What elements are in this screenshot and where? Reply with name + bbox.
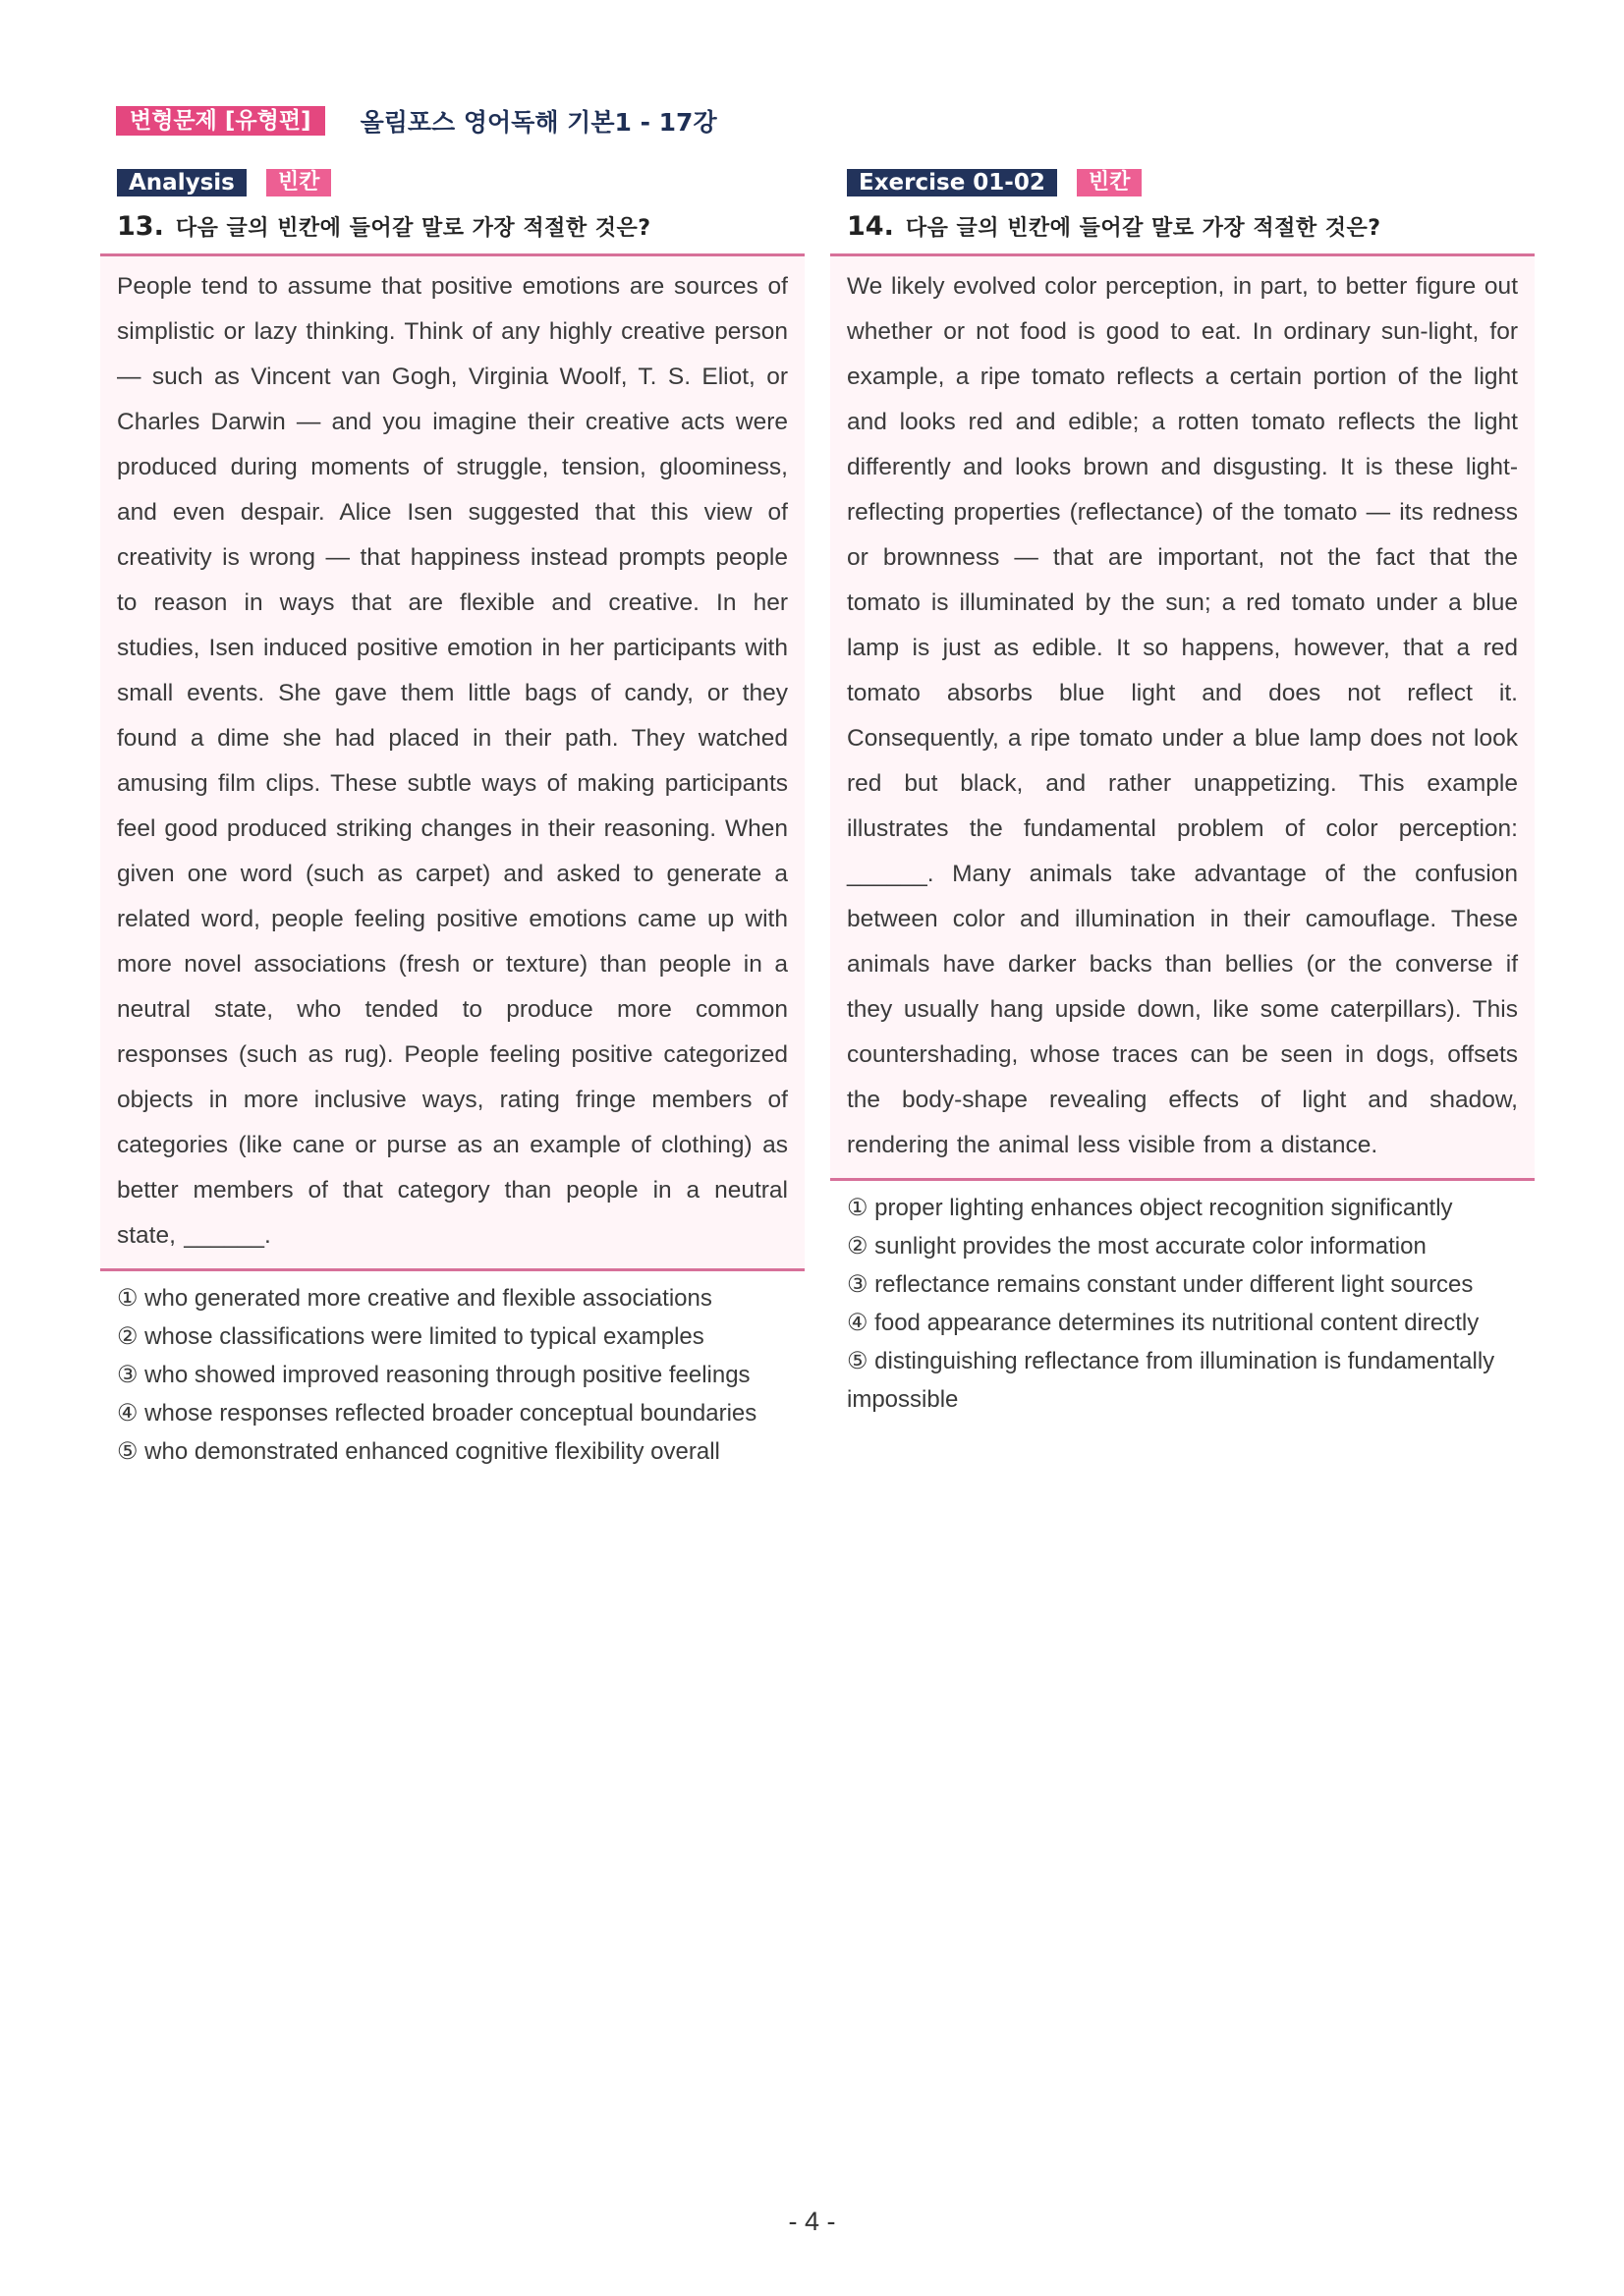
- series-tag: 변형문제 [유형편]: [116, 106, 325, 136]
- question-number: 14.: [847, 210, 894, 242]
- question-text: 다음 글의 빈칸에 들어갈 말로 가장 적절한 것은?: [905, 215, 1381, 241]
- question-14-prompt: [847, 206, 1535, 246]
- question-type-badge: 빈칸: [266, 169, 332, 196]
- choice-3[interactable]: ③ reflectance remains constant under different light sources: [847, 1271, 1474, 1298]
- page-number: - 4 -: [788, 2207, 836, 2236]
- question-13-choices: [100, 1271, 805, 1471]
- question-14-passage: We likely evolved color perception, in part, to better figure out whether or not food is good to eat. In ordinary sun-light, for example, a ripe tomato reflects a certain portion of the light and looks red and edible; a rotten tomato reflects the light differently and looks brown and disgusting. It is these light-reflecting properties (reflectance) of the tomato — its redness or brownness — that are important, not the fact that the tomato is illuminated by the sun; a red tomato under a blue lamp is just as edible. It so happens, however, that a red tomato absorbs blue light and does not reflect it. Consequently, a ripe tomato under a blue lamp does not look red but black, and rather unappetizing. This example illustrates the fundamental problem of color perception: ______. Many animals take advantage of the confusion between color and illumination in their camouflage. These animals have darker backs than bellies (or the converse if they usually hang upside down, like some caterpillars). This countershading, whose traces can be seen in dogs, offsets the body-shape revealing effects of light and shadow, rendering the animal less visible from a distance.: [830, 253, 1535, 1181]
- question-type-badge: 빈칸: [1077, 169, 1143, 196]
- choice-1[interactable]: ① proper lighting enhances object recognition significantly: [847, 1195, 1453, 1221]
- section-label: Exercise 01-02: [847, 169, 1057, 196]
- choice-2[interactable]: ② sunlight provides the most accurate color information: [847, 1233, 1427, 1260]
- book-title: 올림포스 영어독해 기본1 - 17강: [360, 108, 717, 137]
- question-number: 13.: [117, 210, 164, 242]
- question-14-column: [830, 167, 1535, 1419]
- choice-5[interactable]: ⑤ who demonstrated enhanced cognitive flexibility overall: [117, 1438, 720, 1465]
- choice-4[interactable]: ④ food appearance determines its nutritional content directly: [847, 1310, 1480, 1336]
- section-label: Analysis: [117, 169, 247, 196]
- question-13-passage: People tend to assume that positive emotions are sources of simplistic or lazy thinking. Think of any highly creative person — such as Vincent van Gogh, Virginia Woolf, T. S. Eliot, or Charles Darwin — and you imagine their creative acts were produced during moments of struggle, tension, gloominess, and even despair. Alice Isen suggested that this view of creativity is wrong — that happiness instead prompts people to reason in ways that are flexible and creative. In her studies, Isen induced positive emotion in her participants with small events. She gave them little bags of candy, or they found a dime she had placed in their path. They watched amusing film clips. These subtle ways of making participants feel good produced striking changes in their reasoning. When given one word (such as carpet) and asked to generate a related word, people feeling positive emotions came up with more novel associations (fresh or texture) than people in a neutral state, who tended to produce more common responses (such as rug). People feeling positive categorized objects in more inclusive ways, rating fringe members of categories (like cane or purse as an example of clothing) as better members of that category than people in a neutral state, ______.: [100, 253, 805, 1271]
- question-14-tags: [847, 167, 1535, 198]
- question-13-prompt: [117, 206, 805, 246]
- choice-4[interactable]: ④ whose responses reflected broader conceptual boundaries: [117, 1400, 757, 1427]
- question-13-column: [100, 167, 805, 1471]
- choice-3[interactable]: ③ who showed improved reasoning through positive feelings: [117, 1362, 751, 1388]
- question-14-choices: [830, 1181, 1535, 1419]
- question-13-tags: [117, 167, 805, 198]
- choice-2[interactable]: ② whose classifications were limited to typical examples: [117, 1323, 704, 1350]
- choice-5[interactable]: ⑤ distinguishing reflectance from illumination is fundamentally impossible: [847, 1348, 1495, 1413]
- choice-1[interactable]: ① who generated more creative and flexible associations: [117, 1285, 712, 1312]
- page-header: [116, 104, 717, 138]
- question-text: 다음 글의 빈칸에 들어갈 말로 가장 적절한 것은?: [175, 215, 651, 241]
